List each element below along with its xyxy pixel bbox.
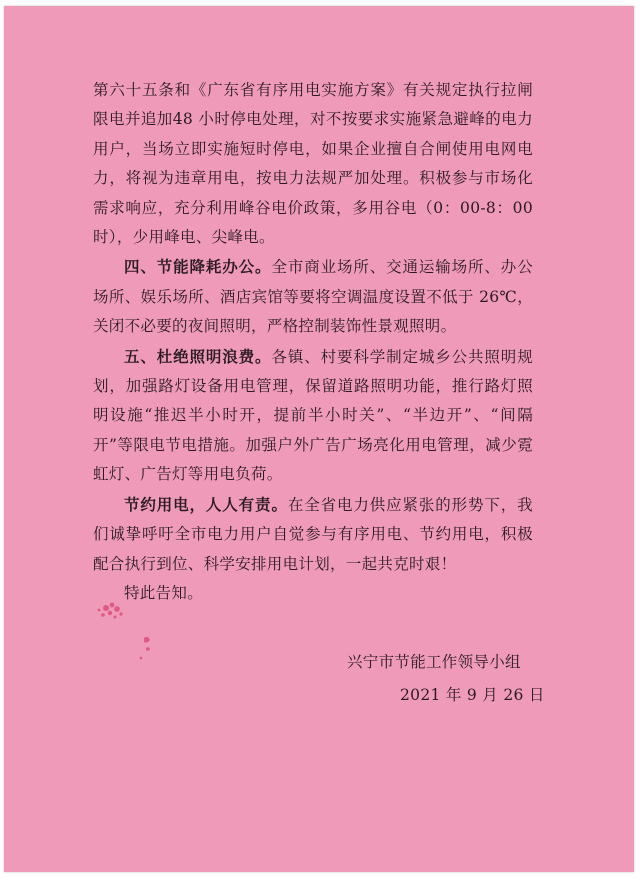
- paragraph-text: 在全省电力供应紧张的形势下，我们诚挚呼吁全市电力用户自觉参与有序用电、节约用电，积极配合执行到位、科学安排用电计划，一起共克时艰！: [93, 495, 533, 573]
- paragraph-text: 第六十五条和《广东省有序用电实施方案》有关规定执行拉闸限电并追加48 小时停电处理，对不按要求实施紧急避峰的电力用户，当场立即实施短时停电，如果企业擅自合闸使用电网电力，将视为违章用电，按电力法规严加处理。积极参与市场化需求响应，充分利用峰谷电价政策，多用谷电（0：00-8：00 时），少用峰电、尖峰电。: [93, 81, 533, 247]
- paragraph-section-four: [93, 252, 533, 341]
- paragraph-closing: [93, 579, 533, 608]
- paragraph-text: 全市商业场所、交通运输场所、办公场所、娱乐场所、酒店宾馆等要将空调温度设置不低于 26℃，关闭不必要的夜间照明，严格控制装饰性景观照明。: [93, 258, 533, 336]
- paragraph-text: 各镇、村要科学制定城乡公共照明规划，加强路灯设备用电管理，保留道路照明功能，推行路灯照明设施“推迟半小时开，提前半小时关”、“半边开”、“间隔开”等限电节电措施。加强户外广告广场亮化用电管理，减少霓虹灯、广告灯等用电负荷。: [93, 347, 533, 484]
- section-heading: 节约用电，人人有责。: [124, 494, 288, 514]
- section-heading: 四、节能降耗办公。: [124, 257, 272, 277]
- paragraph-appeal: [93, 490, 533, 579]
- closing-text: 特此告知。: [124, 583, 204, 602]
- paragraph-continuation: [93, 76, 533, 252]
- paragraph-section-five: [93, 342, 533, 490]
- section-heading: 五、杜绝照明浪费。: [124, 346, 272, 366]
- document-page: [4, 6, 634, 872]
- issue-date: 2021 年 9 月 26 日: [400, 686, 545, 704]
- issuer-organization: 兴宁市节能工作领导小组: [347, 653, 521, 671]
- document-body: [93, 76, 533, 608]
